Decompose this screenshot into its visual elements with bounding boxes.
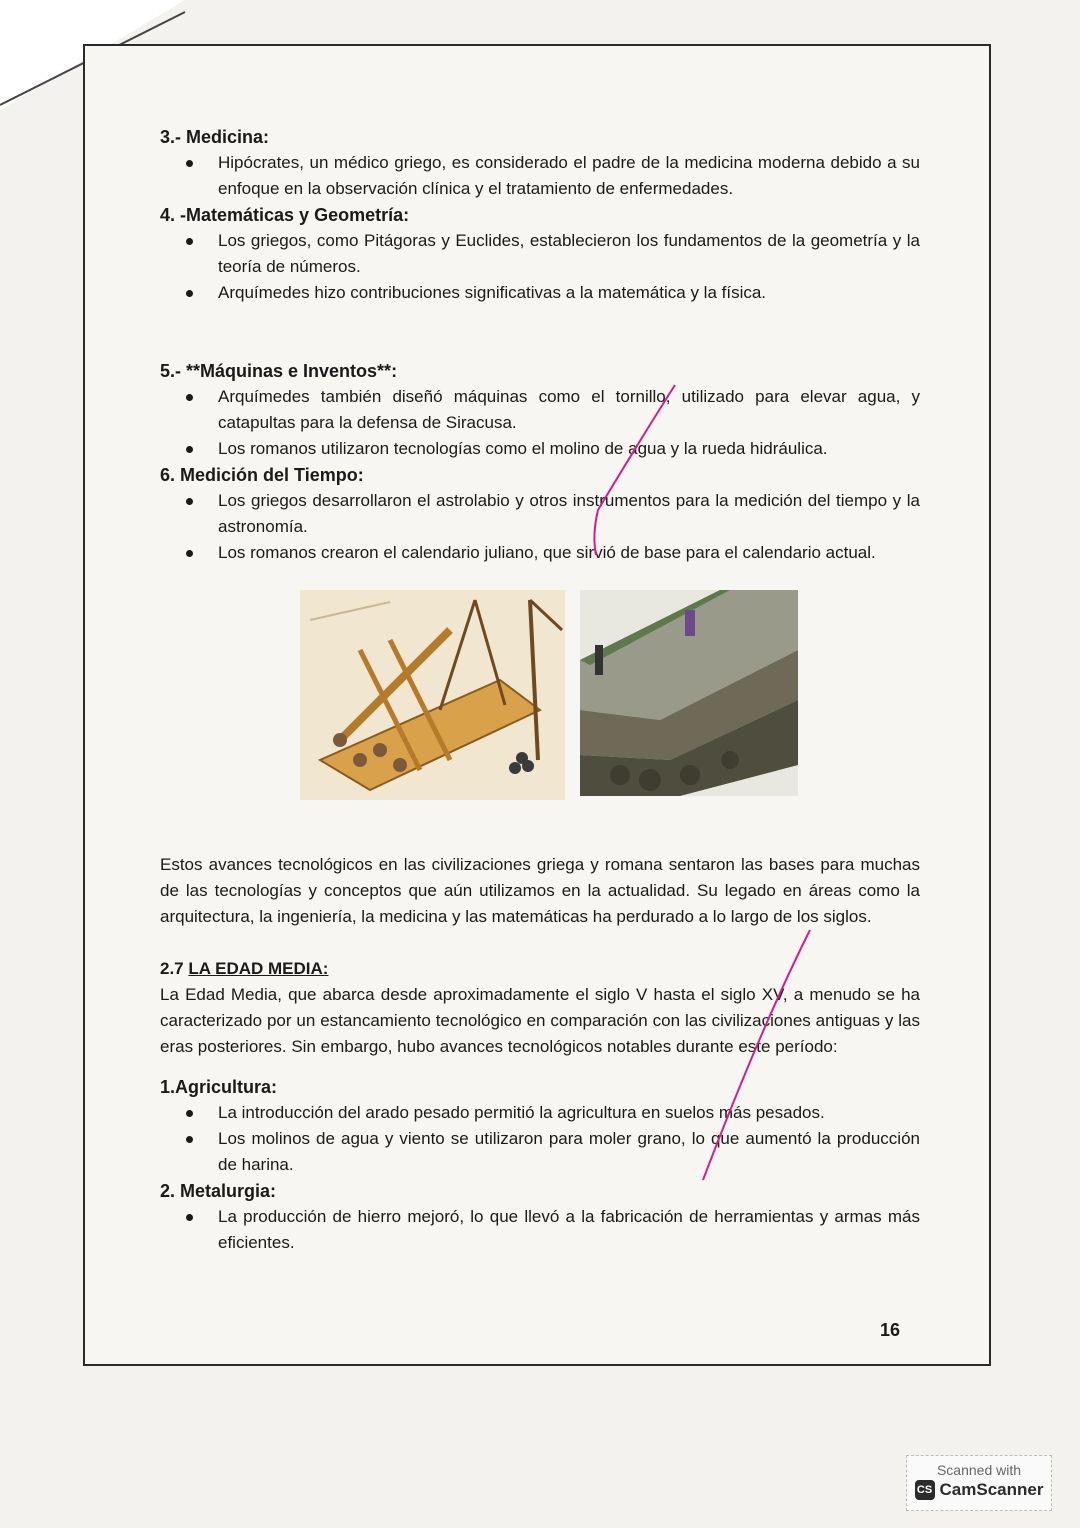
- list-item: Los romanos crearon el calendario juliano, que sirvió de base para el calendario actual.: [218, 540, 920, 566]
- summary-paragraph: Estos avances tecnológicos en las civilizaciones griega y romana sentaron las bases para muchas de las tecnologías y conceptos que aún utilizamos en la actualidad. Su legado en áreas como la arquitectura, la ingeniería, la medicina y las matemáticas ha perdurado a lo largo de los siglos.: [160, 855, 920, 926]
- list-item: Los griegos, como Pitágoras y Euclides, establecieron los fundamentos de la geometría y la teoría de números.: [218, 228, 920, 280]
- list-agricultura: [160, 1100, 920, 1178]
- list-item: Los romanos utilizaron tecnologías como el molino de agua y la rueda hidráulica.: [218, 436, 920, 462]
- list-matematicas: [160, 228, 920, 306]
- section-title-text: LA EDAD MEDIA:: [188, 959, 329, 978]
- list-medicina: [160, 150, 920, 202]
- camscanner-brand: [907, 1480, 1051, 1500]
- list-item: La introducción del arado pesado permitió la agricultura en suelos más pesados.: [218, 1100, 920, 1126]
- list-item: Arquímedes también diseñó máquinas como el tornillo, utilizado para elevar agua, y catapultas para la defensa de Siracusa.: [218, 384, 920, 436]
- roman-road-illustration: [580, 590, 798, 796]
- camscanner-brand-name: CamScanner: [939, 1480, 1044, 1499]
- catapult-illustration: [300, 590, 565, 800]
- document-body: [160, 124, 920, 1256]
- scanned-with-label: Scanned with: [936, 1462, 1022, 1478]
- list-item: Hipócrates, un médico griego, es considerado el padre de la medicina moderna debido a su enfoque en la observación clínica y el tratamiento de enfermedades.: [218, 150, 920, 202]
- list-tiempo: [160, 488, 920, 566]
- page-number: 16: [880, 1320, 901, 1340]
- heading-metalurgia: 2. Metalurgia:: [160, 1181, 277, 1201]
- list-maquinas: [160, 384, 920, 462]
- list-item: Los griegos desarrollaron el astrolabio y otros instrumentos para la medición del tiempo y la astronomía.: [218, 488, 920, 540]
- heading-tiempo: 6. Medición del Tiempo:: [160, 465, 364, 485]
- list-item: La producción de hierro mejoró, lo que llevó a la fabricación de herramientas y armas más eficientes.: [218, 1204, 920, 1256]
- heading-matematicas: 4. -Matemáticas y Geometría:: [160, 205, 410, 225]
- heading-agricultura: 1.Agricultura:: [160, 1077, 278, 1097]
- camscanner-watermark: [906, 1455, 1052, 1511]
- camscanner-logo-icon: CS: [915, 1480, 935, 1500]
- list-metalurgia: [160, 1204, 920, 1256]
- edad-media-intro: La Edad Media, que abarca desde aproximadamente el siglo V hasta el siglo XV, a menudo se ha caracterizado por un estancamiento tecnológico en comparación con las civilizaciones antiguas y las eras posteriores. Sin embargo, hubo avances tecnológicos notables durante este período:: [160, 985, 920, 1056]
- list-item: Los molinos de agua y viento se utilizaron para moler grano, lo que aumentó la producción de harina.: [218, 1126, 920, 1178]
- section-number: 2.7: [160, 959, 184, 978]
- heading-maquinas: 5.- **Máquinas e Inventos**:: [160, 361, 398, 381]
- list-item: Arquímedes hizo contribuciones significativas a la matemática y la física.: [218, 280, 920, 306]
- figures-row: [160, 590, 920, 830]
- section-title-edad-media: [160, 956, 920, 982]
- heading-medicina: 3.- Medicina:: [160, 127, 270, 147]
